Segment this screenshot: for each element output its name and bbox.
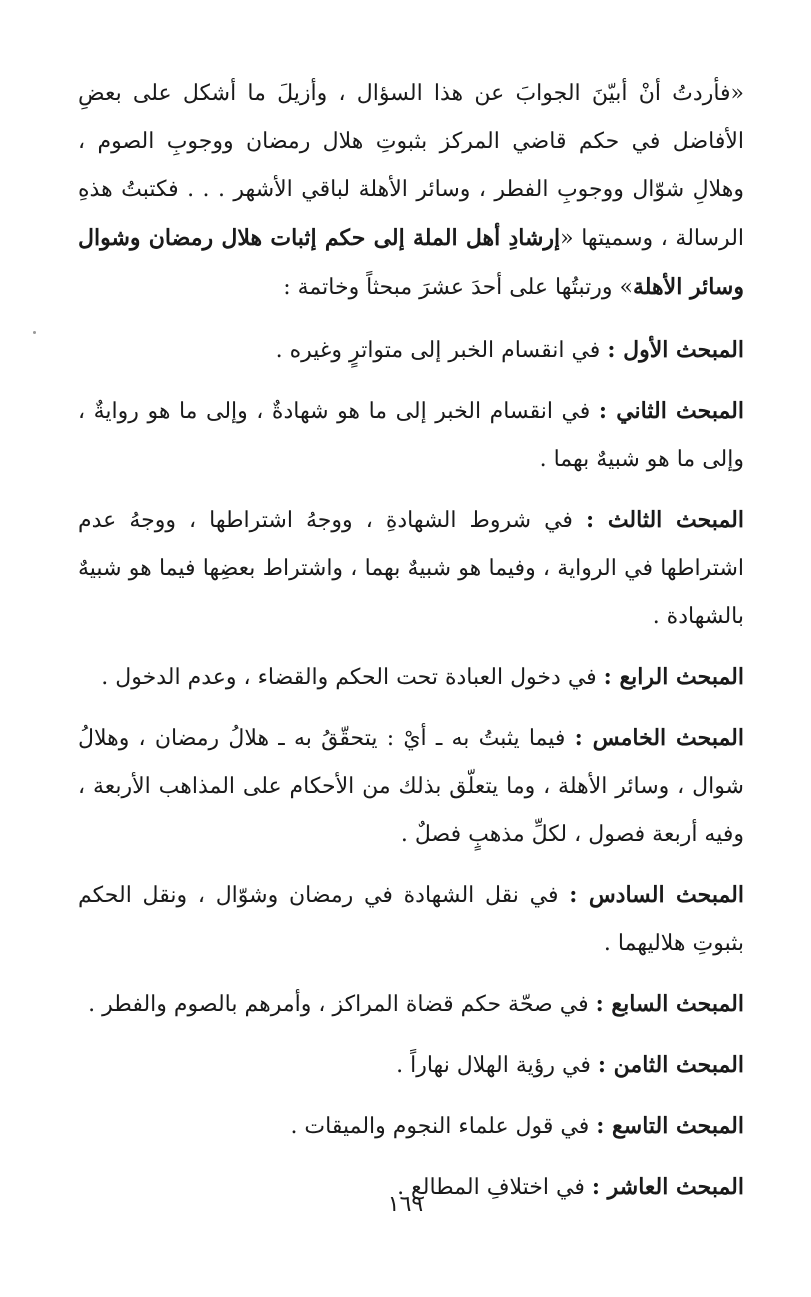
section-text: في نقل الشهادة في رمضان وشوّال ، ونقل الحكم بثبوتِ هلاليهما . — [78, 883, 744, 956]
section-6 — [78, 871, 744, 968]
intro-text: «فأردتُ أنْ أبيّنَ الجوابَ عن هذا السؤال ، وأزيلَ ما أشكل على بعضِ الأفاضل في حكم قاضي المركز بثبوتِ هلال رمضان ووجوبِ الصوم ، وهلالِ شوّال ووجوبِ الفطر ، وسائر الأهلة لباقي الأشهر . . . فكتبتُ هذهِ الرسالة ، وسميتها « — [78, 81, 745, 251]
section-heading: المبحث الثامن : — [597, 1052, 744, 1078]
section-heading: المبحث الخامس : — [574, 725, 744, 751]
section-text: في شروط الشهادةِ ، ووجهُ اشتراطها ، ووجهُ عدم اشتراطها في الرواية ، وفيما هو شبيهٌ بهما ، واشتراط بعضِها فيما هو شبيهٌ بالشهادة . — [78, 508, 744, 629]
section-text: فيما يثبتُ به ـ أيْ : يتحقّقُ به ـ هلالُ رمضان ، وهلالُ شوال ، وسائر الأهلة ، وما يتعلّق بذلك من الأحكام على المذاهب الأربعة ، وفيه أربعة فصول ، لكلِّ مذهبٍ فصلٌ . — [78, 726, 744, 847]
section-9 — [78, 1102, 744, 1151]
section-text: في اختلافِ المطالع . — [397, 1175, 585, 1200]
page-number: ١٦٩ — [387, 1192, 424, 1217]
section-text: في قول علماء النجوم والميقات . — [290, 1114, 590, 1139]
section-heading: المبحث العاشر : — [591, 1174, 744, 1200]
section-text: في دخول العبادة تحت الحكم والقضاء ، وعدم الدخول . — [101, 665, 597, 690]
section-1 — [78, 326, 744, 375]
intro-paragraph — [78, 70, 744, 312]
treatise-title: إرشادِ أهل الملة إلى حكم إثبات هلال رمضان وشوال وسائر الأهلة — [78, 225, 744, 300]
section-8 — [78, 1041, 744, 1090]
intro-text-end: » ورتبتُها على أحدَ عشرَ مبحثاً وخاتمة : — [283, 275, 633, 300]
section-heading: المبحث التاسع : — [596, 1113, 744, 1139]
margin-mark — [33, 331, 36, 334]
section-text: في رؤية الهلال نهاراً . — [396, 1053, 591, 1078]
section-heading: المبحث الثالث : — [586, 507, 744, 533]
section-5 — [78, 714, 744, 859]
section-2 — [78, 387, 744, 484]
section-heading: المبحث السابع : — [595, 991, 744, 1017]
section-4 — [78, 653, 744, 702]
section-heading: المبحث الأول : — [607, 337, 744, 363]
section-text: في صحّة حكم قضاة المراكز ، وأمرهم بالصوم والفطر . — [88, 992, 589, 1017]
section-3 — [78, 496, 744, 641]
section-text: في انقسام الخبر إلى متواترٍ وغيره . — [275, 338, 601, 363]
section-heading: المبحث السادس : — [569, 882, 745, 908]
section-text: في انقسام الخبر إلى ما هو شهادةٌ ، وإلى ما هو روايةٌ ، وإلى ما هو شبيهٌ بهما . — [78, 399, 744, 472]
section-7 — [78, 980, 744, 1029]
section-heading: المبحث الرابع : — [603, 664, 744, 690]
section-heading: المبحث الثاني : — [598, 398, 744, 424]
page-body — [78, 70, 744, 1224]
